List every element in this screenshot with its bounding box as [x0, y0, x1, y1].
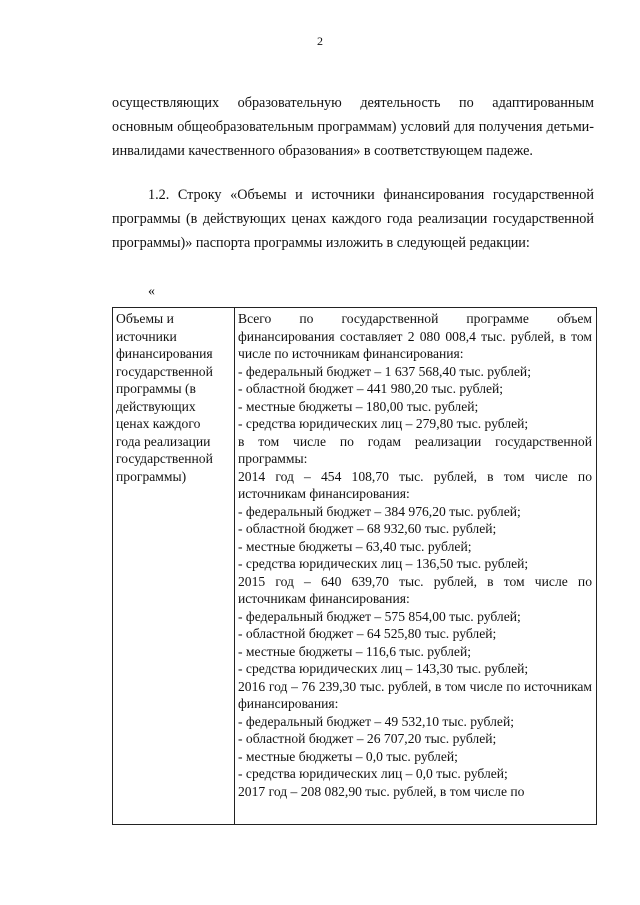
- label-line: года реализации: [116, 433, 211, 449]
- funding-line: - средства юридических лиц – 279,80 тыс. рублей;: [238, 416, 529, 431]
- label-line: Объемы и: [116, 311, 174, 326]
- funding-line: - местные бюджеты – 63,40 тыс. рублей;: [238, 538, 472, 554]
- funding-year-2015: 2015 год – 640 639,70 тыс. рублей, в том числе по источникам финансирования:: [238, 573, 592, 606]
- paragraph-continuation: осуществляющих образовательную деятельность по адаптированным основным общеобразовательным программам) условий для получения детьми-инвалидами качественного образования» в соответствующем падеже.: [112, 95, 594, 159]
- funding-line: - средства юридических лиц – 0,0 тыс. рублей;: [238, 766, 508, 781]
- funding-line: - федеральный бюджет – 384 976,20 тыс. рублей;: [238, 503, 521, 519]
- funding-line: - местные бюджеты – 180,00 тыс. рублей;: [238, 398, 479, 414]
- paragraph-amendment: 1.2. Строку «Объемы и источники финансирования государственной программы (в действующих ценах каждого года реализации государственной программы)» паспорта программы изложить в следующей редакции:: [112, 187, 594, 251]
- label-cell: [113, 308, 235, 825]
- label-line: государственной: [116, 451, 213, 466]
- funding-line: - федеральный бюджет – 49 532,10 тыс. рублей;: [238, 713, 514, 729]
- funding-by-year-intro: в том числе по годам реализации государственной программы:: [238, 433, 592, 466]
- funding-line: - местные бюджеты – 116,6 тыс. рублей;: [238, 643, 471, 659]
- passport-table: [112, 307, 597, 825]
- label-line: программы): [116, 468, 187, 484]
- funding-line: - средства юридических лиц – 136,50 тыс. рублей;: [238, 556, 529, 571]
- funding-line: - областной бюджет – 441 980,20 тыс. рублей;: [238, 381, 504, 396]
- page-number: 2: [317, 34, 323, 48]
- funding-line: - местные бюджеты – 0,0 тыс. рублей;: [238, 748, 458, 764]
- label-line: ценах каждого: [116, 416, 201, 431]
- funding-line: - федеральный бюджет – 575 854,00 тыс. рублей;: [238, 608, 521, 624]
- funding-year-2017: 2017 год – 208 082,90 тыс. рублей, в том числе по: [238, 783, 525, 799]
- funding-line: - областной бюджет – 26 707,20 тыс. рублей;: [238, 731, 497, 746]
- table-row: [113, 308, 597, 825]
- label-line: государственной: [116, 363, 213, 379]
- funding-line: - областной бюджет – 64 525,80 тыс. рублей;: [238, 626, 497, 641]
- funding-year-2016: 2016 год – 76 239,30 тыс. рублей, в том числе по источникам финансирования:: [238, 678, 592, 711]
- funding-line: - федеральный бюджет – 1 637 568,40 тыс. рублей;: [238, 363, 531, 379]
- label-line: действующих: [116, 398, 196, 414]
- label-line: финансирования: [116, 346, 213, 361]
- label-line: программы (в: [116, 381, 196, 396]
- label-line: источники: [116, 328, 177, 344]
- funding-total: Всего по государственной программе объем финансирования составляет 2 080 008,4 тыс. рублей, в том числе по источникам финансирования:: [238, 311, 592, 361]
- funding-year-2014: 2014 год – 454 108,70 тыс. рублей, в том числе по источникам финансирования:: [238, 468, 592, 501]
- content-cell: [235, 308, 597, 825]
- opening-quote: «: [148, 284, 155, 299]
- funding-line: - средства юридических лиц – 143,30 тыс. рублей;: [238, 661, 529, 676]
- funding-line: - областной бюджет – 68 932,60 тыс. рублей;: [238, 521, 497, 536]
